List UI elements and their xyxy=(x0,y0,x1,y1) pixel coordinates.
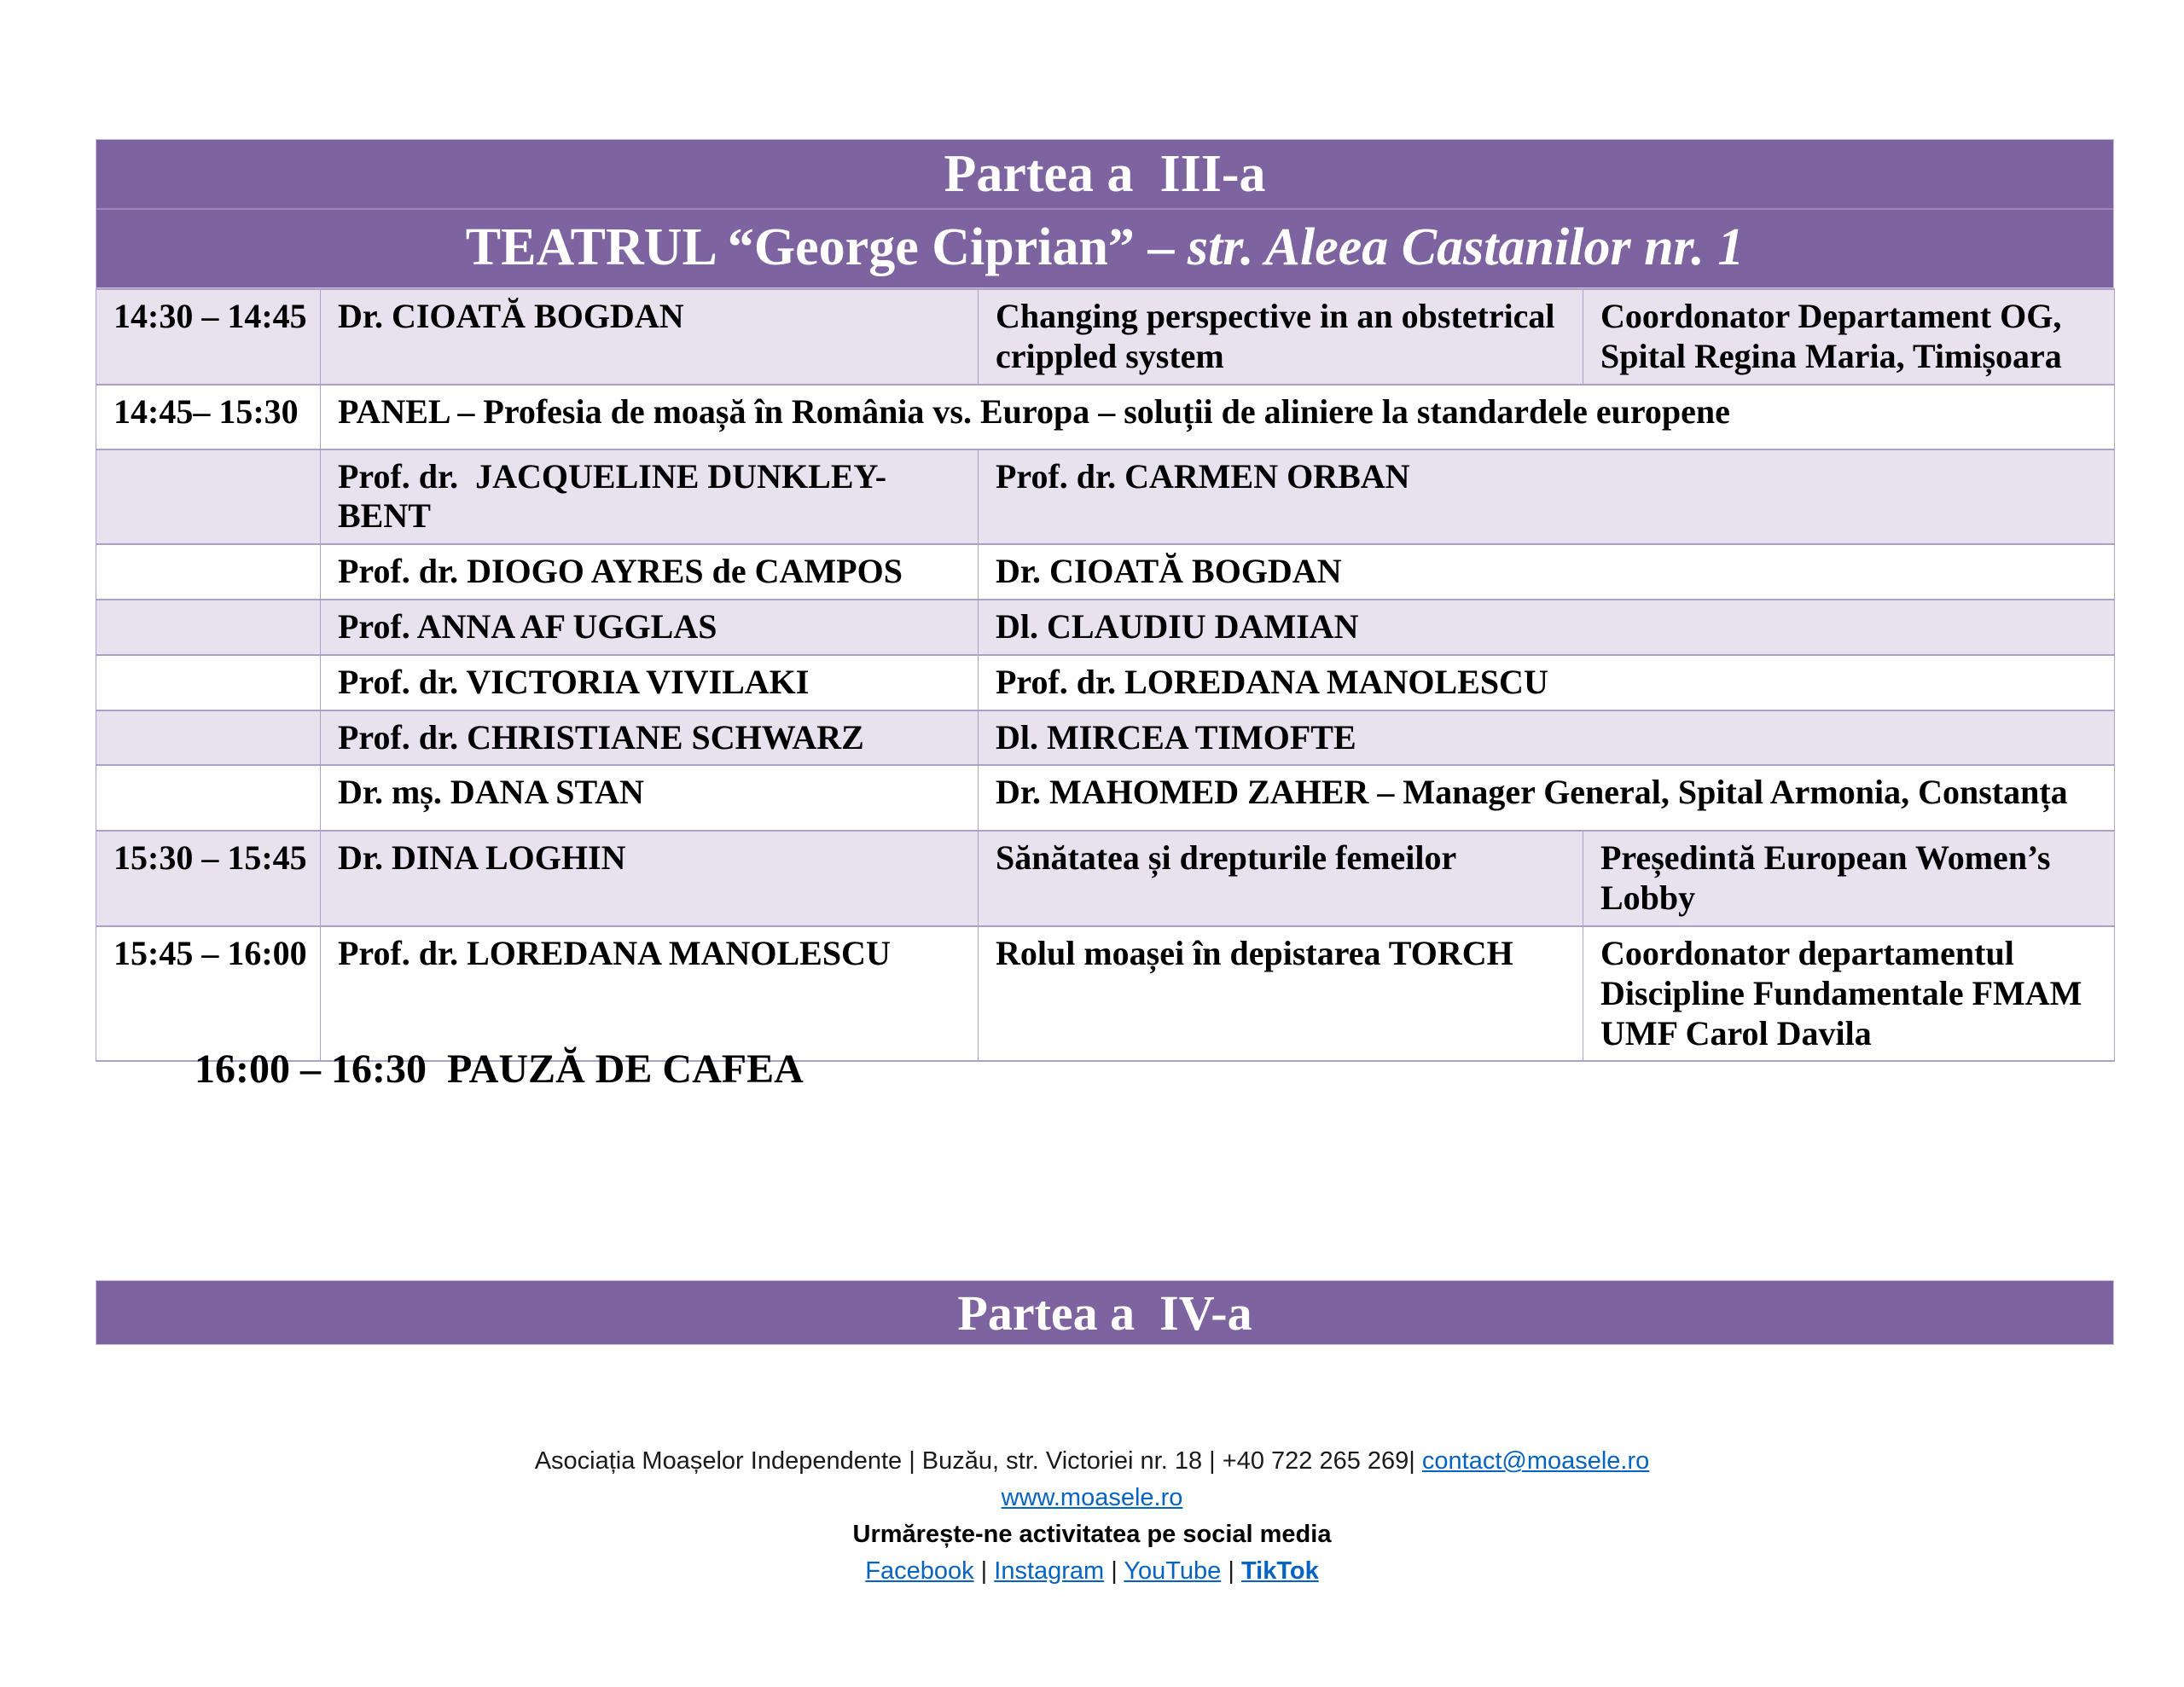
panelist-right-cell: Dl. MIRCEA TIMOFTE xyxy=(979,710,2115,766)
schedule-table xyxy=(96,288,2115,1062)
time-cell: 14:45– 15:30 xyxy=(96,385,321,449)
footer-contact-line xyxy=(0,1443,2184,1480)
table-row xyxy=(96,765,2115,831)
time-cell: 15:45 – 16:00 xyxy=(96,926,321,1061)
email-link[interactable]: contact@moasele.ro xyxy=(1421,1447,1650,1475)
panelist-left-cell: Prof. dr. JACQUELINE DUNKLEY-BENT xyxy=(321,449,979,545)
panelist-right-cell: Dr. CIOATĂ BOGDAN xyxy=(979,544,2115,600)
time-cell: 15:30 – 15:45 xyxy=(96,831,321,926)
table-row xyxy=(96,831,2115,926)
panel-title-cell: PANEL – Profesia de moașă în România vs. Europa – soluții de aliniere la standardele europene xyxy=(321,385,2115,449)
social-heading: Urmărește-ne activitatea pe social media xyxy=(852,1521,1332,1548)
topic-cell: Rolul moașei în depistarea TORCH xyxy=(979,926,1583,1061)
topic-cell: Sănătatea și drepturile femeilor xyxy=(979,831,1583,926)
panelist-right-cell: Prof. dr. CARMEN ORBAN xyxy=(979,449,2115,545)
role-cell: Coordonator Departament OG, Spital Regina Maria, Timișoara xyxy=(1583,289,2115,385)
table-row xyxy=(96,926,2115,1061)
panelist-left-cell: Prof. dr. CHRISTIANE SCHWARZ xyxy=(321,710,979,766)
role-cell: Președintă European Women’s Lobby xyxy=(1583,831,2115,926)
coffee-break-note: 16:00 – 16:30 PAUZĂ DE CAFEA xyxy=(195,1046,804,1092)
topic-cell: Changing perspective in an obstetrical crippled system xyxy=(979,289,1583,385)
table-row xyxy=(96,289,2115,385)
panelist-right-cell: Dr. MAHOMED ZAHER – Manager General, Spital Armonia, Constanța xyxy=(979,765,2115,831)
section-4-header xyxy=(96,1280,2114,1345)
section-4-title: Partea a IV-a xyxy=(957,1284,1252,1341)
separator: | xyxy=(1221,1557,1241,1585)
time-cell xyxy=(96,765,321,831)
table-row xyxy=(96,710,2115,766)
social-links-line xyxy=(0,1553,2184,1590)
separator: | xyxy=(973,1557,995,1585)
tiktok-link[interactable]: TikTok xyxy=(1240,1557,1319,1585)
section-3-title: Partea a III-a xyxy=(96,140,2113,210)
panelist-left-cell: Dr. mș. DANA STAN xyxy=(321,765,979,831)
website-link[interactable]: www.moasele.ro xyxy=(1001,1484,1183,1511)
time-cell xyxy=(96,655,321,710)
table-row xyxy=(96,544,2115,600)
venue-address: str. Aleea Castanilor nr. 1 xyxy=(1187,218,1745,276)
panelist-left-cell: Prof. dr. DIOGO AYRES de CAMPOS xyxy=(321,544,979,600)
instagram-link[interactable]: Instagram xyxy=(994,1557,1105,1585)
table-row xyxy=(96,600,2115,655)
speaker-cell: Prof. dr. LOREDANA MANOLESCU xyxy=(321,926,979,1061)
time-cell xyxy=(96,710,321,766)
youtube-link[interactable]: YouTube xyxy=(1124,1557,1222,1585)
panelist-right-cell: Prof. dr. LOREDANA MANOLESCU xyxy=(979,655,2115,710)
section-3-venue xyxy=(96,210,2113,286)
org-address-text: Asociația Moașelor Independente | Buzău, str. Victoriei nr. 18 | +40 722 265 269| xyxy=(534,1447,1422,1475)
time-cell xyxy=(96,449,321,545)
facebook-link[interactable]: Facebook xyxy=(865,1557,974,1585)
venue-name: TEATRUL “George Ciprian” – xyxy=(465,218,1188,276)
speaker-cell: Dr. CIOATĂ BOGDAN xyxy=(321,289,979,385)
speaker-cell: Dr. DINA LOGHIN xyxy=(321,831,979,926)
time-cell: 14:30 – 14:45 xyxy=(96,289,321,385)
table-row xyxy=(96,449,2115,545)
separator: | xyxy=(1104,1557,1124,1585)
section-3-header xyxy=(96,139,2114,288)
footer-website-line xyxy=(0,1480,2184,1516)
time-cell xyxy=(96,600,321,655)
footer xyxy=(0,1443,2184,1590)
panelist-right-cell: Dl. CLAUDIU DAMIAN xyxy=(979,600,2115,655)
table-row xyxy=(96,385,2115,449)
panelist-left-cell: Prof. ANNA AF UGGLAS xyxy=(321,600,979,655)
role-cell: Coordonator departamentul Discipline Fundamentale FMAM UMF Carol Davila xyxy=(1583,926,2115,1061)
panelist-left-cell: Prof. dr. VICTORIA VIVILAKI xyxy=(321,655,979,710)
table-row xyxy=(96,655,2115,710)
time-cell xyxy=(96,544,321,600)
